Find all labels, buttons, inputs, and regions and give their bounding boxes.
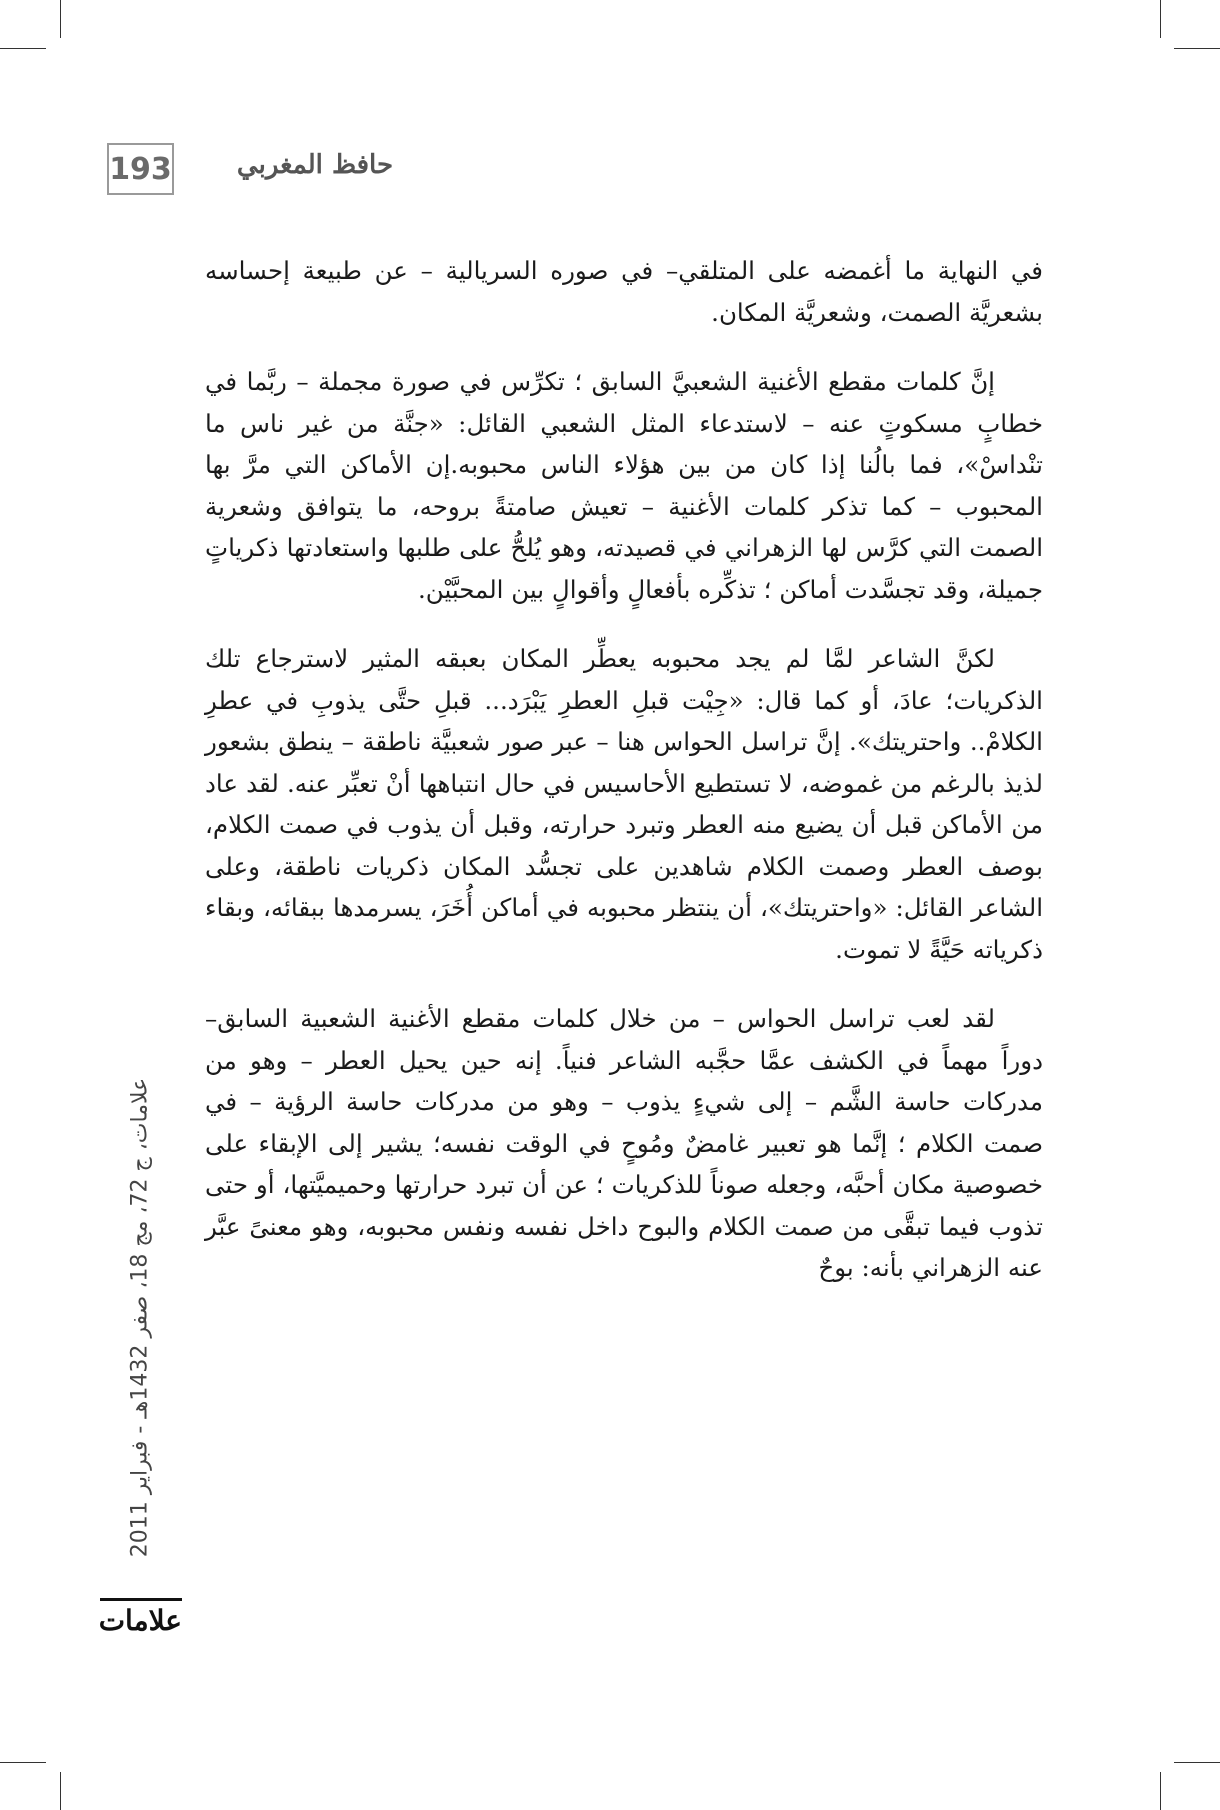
crop-mark	[60, 1772, 61, 1810]
crop-mark	[1160, 1772, 1161, 1810]
crop-mark	[1174, 48, 1220, 49]
page-number: 193	[107, 143, 174, 195]
paragraph: في النهاية ما أغمضه على المتلقي– في صوره السريالية – عن طبيعة إحساسه بشعريَّة الصمت، وشعريَّة المكان.	[205, 256, 1043, 327]
crop-mark	[60, 0, 61, 38]
article-body	[205, 250, 1043, 1317]
crop-mark	[1174, 1762, 1220, 1763]
journal-sidebar	[118, 1040, 162, 1595]
crop-mark	[0, 48, 46, 49]
running-title: حافظ المغربي	[236, 150, 394, 180]
paragraph: لكنَّ الشاعر لمَّا لم يجد محبوبه يعطِّر المكان بعبقه المثير لاسترجاع تلك الذكريات؛ عادَ، أو كما قال: «جِيْت قبلِ العطرِ يَبْرَد... قبلِ حتَّى يذوبِ في عطرِ الكلامْ.. واحتريتك». إنَّ تراسل الحواس هنا – عبر صور شعبيَّة ناطقة – ينطق بشعور لذيذ بالرغم من غموضه، لا تستطيع الأحاسيس في حال انتباهها أنْ تعبِّر عنه. لقد عاد من الأماكن قبل أن يضيع منه العطر وتبرد حرارته، وقبل أن يذوب في صمت الكلام، بوصف العطر وصمت الكلام شاهدين على تجسُّد المكان ذكريات ناطقة، وعلى الشاعر القائل: «واحتريتك»، أن ينتظر محبوبه في أماكن أُخَرَ، يسرمدها ببقائه، وبقاء ذكرياته حَيَّةً لا تموت.	[205, 644, 1043, 964]
crop-mark	[1160, 0, 1161, 38]
paragraph: إنَّ كلمات مقطع الأغنية الشعبيَّ السابق ؛ تكرِّس في صورة مجملة – ربَّما في خطابٍ مسكوتٍ عنه – لاستدعاء المثل الشعبي القائل: «جنَّة من غير ناس ما تنْداسْ»، فما بالُنا إذا كان من بين هؤلاء الناس محبوبه.إن الأماكن التي مرَّ بها المحبوب – كما تذكر كلمات الأغنية – تعيش صامتةً بروحه، ما يتوافق وشعرية الصمت التي كرَّس لها الزهراني في قصيدته، وهو يُلحُّ على طلبها واستعادتها ذكرياتٍ جميلة، وقد تجسَّدت أماكن ؛ تذكِّره بأفعالٍ وأقوالٍ بين المحبَّيْن.	[205, 367, 1043, 604]
crop-mark	[0, 1762, 46, 1763]
paragraph: لقد لعب تراسل الحواس – من خلال كلمات مقطع الأغنية الشعبية السابق– دوراً مهماً في الكشف عمَّا حجَّبه الشاعر فنياً. إنه حين يحيل العطر – وهو من مدركات حاسة الشَّم – إلى شيءٍ يذوب – وهو من مدركات حاسة الرؤية – في صمت الكلام ؛ إنَّما هو تعبير غامضٌ ومُوحٍ في الوقت نفسه؛ يشير إلى الإبقاء على خصوصية مكان أحبَّه، وجعله صوناً للذكريات ؛ عن أن تبرد حرارتها وحميميَّتها، أو حتى تذوب فيما تبقَّى من صمت الكلام والبوح داخل نفسه ونفس محبوبه، وهو معنىً عبَّر عنه الزهراني بأنه: بوحٌ	[205, 1004, 1043, 1282]
journal-logo: علامات	[100, 1598, 182, 1645]
journal-issue-info: علامات، ج 72، مج 18، صفر 1432هـ - فبراير 2011	[127, 1077, 153, 1558]
